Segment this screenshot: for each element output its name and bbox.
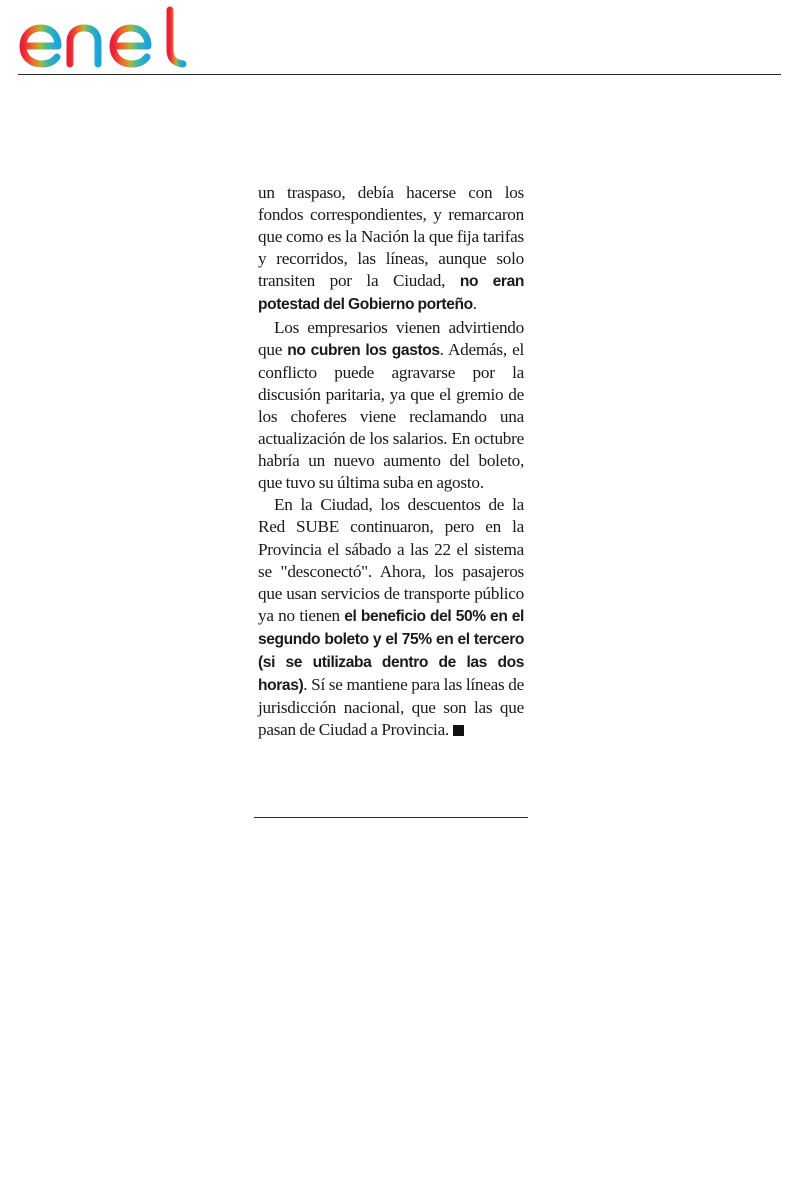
paragraph-text: un traspaso, debía hacerse con los fondos correspondientes, y remarcaron que como es la Nación la que fija tarifas y recorridos, las líneas, aunque solo transiten por la Ciudad, (258, 183, 524, 291)
article-paragraph (258, 182, 524, 317)
end-of-article-mark (453, 725, 464, 736)
article-end-divider (254, 817, 528, 818)
article-paragraph (258, 317, 524, 495)
highlighted-text: no cubren los gastos (287, 341, 440, 359)
enel-logo (18, 6, 193, 70)
paragraph-text: En la Ciudad, los descuentos de la Red SUBE continuaron, pero en la Provincia el sábado a las 22 el sistema se "desconectó". Ahora, los pasajeros que usan servicios de transporte público ya no tienen (258, 495, 524, 625)
paragraph-text: . Sí se mantiene para las líneas de jurisdicción nacional, que son las que pasan de Ciudad a Provincia. (258, 675, 524, 740)
header-divider (18, 74, 781, 75)
paragraph-text: Los empresarios vienen advirtiendo que (258, 317, 524, 359)
highlighted-text: el beneficio del 50% en el segundo boleto y el 75% en el tercero (si se utilizaba dentro de las dos horas) (258, 607, 524, 695)
article-paragraph (258, 494, 524, 741)
highlighted-text: no eran potestad del Gobierno porteño (258, 273, 524, 314)
page-header (0, 0, 800, 80)
paragraph-text: . (472, 294, 477, 314)
paragraph-text: . Además, el conflicto puede agravarse por la discusión paritaria, ya que el gremio de los choferes viene reclamando una actualización de los salarios. En octubre habría un nuevo aumento del boleto, que tuvo su última suba en agosto. (258, 339, 524, 493)
article-body (258, 182, 524, 741)
